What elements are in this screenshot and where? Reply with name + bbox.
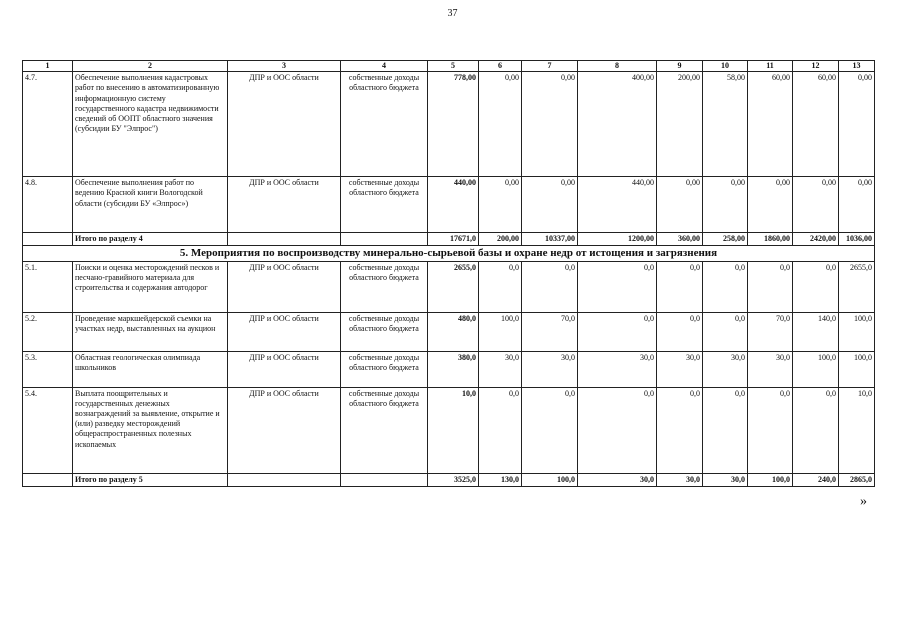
total-value: 200,00 (479, 233, 522, 246)
column-header: 13 (839, 61, 875, 72)
row-value: 0,0 (793, 387, 839, 473)
row-source: собственные доходы областного бюджета (341, 351, 428, 387)
column-header: 5 (428, 61, 479, 72)
total-value: 360,00 (657, 233, 703, 246)
row-value: 0,0 (703, 312, 748, 351)
row-source: собственные доходы областного бюджета (341, 387, 428, 473)
row-value: 200,00 (657, 72, 703, 177)
row-value: 0,0 (578, 312, 657, 351)
row-value: 400,00 (578, 72, 657, 177)
row-number: 5.4. (23, 387, 73, 473)
row-value: 60,00 (748, 72, 793, 177)
section-heading-row (23, 246, 875, 261)
row-source: собственные доходы областного бюджета (341, 177, 428, 233)
row-value: 0,0 (748, 261, 793, 312)
total-value: 10337,00 (522, 233, 578, 246)
table-row (23, 177, 875, 233)
total-row (23, 233, 875, 246)
row-number: 5.2. (23, 312, 73, 351)
row-value: 10,0 (428, 387, 479, 473)
row-value: 480,0 (428, 312, 479, 351)
table-row (23, 312, 875, 351)
row-value: 30,0 (657, 351, 703, 387)
total-value: 1200,00 (578, 233, 657, 246)
row-value: 0,0 (703, 387, 748, 473)
page-number: 37 (447, 8, 458, 19)
row-value: 0,00 (793, 177, 839, 233)
row-value: 2655,0 (839, 261, 875, 312)
row-source: собственные доходы областного бюджета (341, 312, 428, 351)
continuation-mark: » (860, 494, 867, 509)
total-label: Итого по разделу 4 (73, 233, 228, 246)
total-value: 30,0 (578, 473, 657, 486)
row-name: Выплата поощрительных и государственных денежных вознаграждений за выявление, открытие и (или) разведку месторождений общераспространенных полезных ископаемых (73, 387, 228, 473)
column-header: 1 (23, 61, 73, 72)
column-number-row (23, 61, 875, 72)
row-value: 0,0 (748, 387, 793, 473)
row-value: 30,0 (578, 351, 657, 387)
row-value: 0,00 (522, 72, 578, 177)
row-value: 0,0 (479, 261, 522, 312)
row-number: 5.3. (23, 351, 73, 387)
total-value: 1860,00 (748, 233, 793, 246)
row-value: 100,0 (839, 312, 875, 351)
row-value: 70,0 (748, 312, 793, 351)
total-value: 258,00 (703, 233, 748, 246)
column-header: 7 (522, 61, 578, 72)
row-executor: ДПР и ООС области (228, 177, 341, 233)
row-value: 0,0 (703, 261, 748, 312)
row-value: 0,0 (522, 387, 578, 473)
total-value: 3525,0 (428, 473, 479, 486)
row-name: Обеспечение выполнения работ по ведению Красной книги Вологодской области (субсидии БУ «Элпрос») (73, 177, 228, 233)
row-value: 778,00 (428, 72, 479, 177)
budget-table (22, 60, 875, 487)
row-value: 30,0 (703, 351, 748, 387)
row-source: собственные доходы областного бюджета (341, 261, 428, 312)
column-header: 6 (479, 61, 522, 72)
total-value: 2420,00 (793, 233, 839, 246)
row-number: 4.7. (23, 72, 73, 177)
row-name: Проведение маркшейдерской съемки на участках недр, выставленных на аукцион (73, 312, 228, 351)
total-value: 100,0 (748, 473, 793, 486)
row-number: 4.8. (23, 177, 73, 233)
column-header: 12 (793, 61, 839, 72)
row-value: 10,0 (839, 387, 875, 473)
row-value: 30,0 (479, 351, 522, 387)
row-value: 0,00 (839, 177, 875, 233)
row-name: Обеспечение выполнения кадастровых работ по внесению в автоматизированную информационную систему государственного кадастра недвижимости сведений об ООПТ областного значения (субсидии БУ "Элпрос") (73, 72, 228, 177)
row-executor: ДПР и ООС области (228, 72, 341, 177)
row-value: 100,0 (793, 351, 839, 387)
row-value: 30,0 (748, 351, 793, 387)
total-value: 2865,0 (839, 473, 875, 486)
row-value: 0,00 (479, 177, 522, 233)
row-value: 0,00 (657, 177, 703, 233)
total-value: 1036,00 (839, 233, 875, 246)
row-value: 70,0 (522, 312, 578, 351)
row-value: 100,0 (479, 312, 522, 351)
row-value: 2655,0 (428, 261, 479, 312)
column-header: 11 (748, 61, 793, 72)
row-value: 0,0 (793, 261, 839, 312)
row-source: собственные доходы областного бюджета (341, 72, 428, 177)
row-value: 0,00 (839, 72, 875, 177)
total-row (23, 473, 875, 486)
table-row (23, 72, 875, 177)
row-value: 0,0 (479, 387, 522, 473)
total-value: 100,0 (522, 473, 578, 486)
total-value: 30,0 (657, 473, 703, 486)
row-value: 60,00 (793, 72, 839, 177)
row-name: Областная геологическая олимпиада школьников (73, 351, 228, 387)
row-value: 0,0 (657, 312, 703, 351)
column-header: 8 (578, 61, 657, 72)
row-value: 0,00 (479, 72, 522, 177)
row-executor: ДПР и ООС области (228, 387, 341, 473)
table-row (23, 261, 875, 312)
row-value: 100,0 (839, 351, 875, 387)
row-executor: ДПР и ООС области (228, 351, 341, 387)
row-value: 0,0 (522, 261, 578, 312)
row-number: 5.1. (23, 261, 73, 312)
row-value: 0,0 (657, 387, 703, 473)
row-value: 380,0 (428, 351, 479, 387)
row-value: 440,00 (578, 177, 657, 233)
row-value: 0,0 (657, 261, 703, 312)
column-header: 2 (73, 61, 228, 72)
column-header: 9 (657, 61, 703, 72)
row-value: 0,0 (578, 387, 657, 473)
row-value: 0,00 (522, 177, 578, 233)
row-value: 0,00 (703, 177, 748, 233)
column-header: 3 (228, 61, 341, 72)
table-row (23, 387, 875, 473)
row-value: 140,0 (793, 312, 839, 351)
row-executor: ДПР и ООС области (228, 261, 341, 312)
column-header: 10 (703, 61, 748, 72)
row-value: 58,00 (703, 72, 748, 177)
row-name: Поиски и оценка месторождений песков и песчано-гравийного материала для строительства и содержания автодорог (73, 261, 228, 312)
row-value: 30,0 (522, 351, 578, 387)
total-value: 30,0 (703, 473, 748, 486)
total-label: Итого по разделу 5 (73, 473, 228, 486)
row-executor: ДПР и ООС области (228, 312, 341, 351)
section-title: 5. Мероприятия по воспроизводству минерально-сырьевой базы и охране недр от истощения и загрязнения (23, 246, 875, 261)
column-header: 4 (341, 61, 428, 72)
row-value: 440,00 (428, 177, 479, 233)
total-value: 17671,0 (428, 233, 479, 246)
total-value: 130,0 (479, 473, 522, 486)
row-value: 0,00 (748, 177, 793, 233)
row-value: 0,0 (578, 261, 657, 312)
table-row (23, 351, 875, 387)
total-value: 240,0 (793, 473, 839, 486)
